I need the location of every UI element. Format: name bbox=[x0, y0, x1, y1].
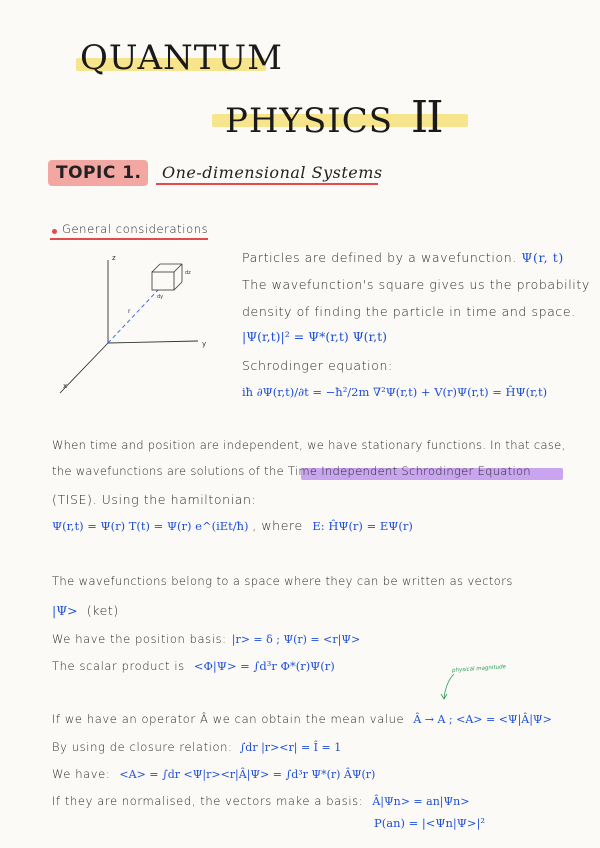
scalar-product-math: <Φ|Ψ> = ∫d³r Φ*(r)Ψ(r) bbox=[193, 659, 335, 673]
wavefunction-symbol: Ψ(r, t) bbox=[521, 250, 564, 265]
r-label: r bbox=[128, 308, 131, 315]
eigenvalue-math: Â|Ψn> = an|Ψn> bbox=[372, 795, 470, 808]
intro-line-1-text: Particles are defined by a wavefunction. bbox=[242, 250, 517, 265]
section-bullet bbox=[52, 229, 57, 234]
p1-line-2 bbox=[52, 464, 531, 478]
p8-line bbox=[52, 790, 469, 809]
annotation-note: physical magnitude bbox=[451, 664, 507, 674]
ket-symbol: |Ψ> bbox=[52, 603, 78, 618]
tise-term: Time Independent Schrodinger Equation bbox=[287, 464, 531, 478]
section-heading-underline bbox=[50, 238, 208, 240]
p4-line bbox=[52, 655, 335, 674]
position-vector-r bbox=[108, 290, 158, 343]
we-have-text: We have: bbox=[52, 767, 111, 781]
x-axis-label: x bbox=[63, 382, 68, 390]
expectation-math: <A> = ∫dr <Ψ|r><r|Â|Ψ> = ∫d³r Ψ*(r) ÂΨ(r) bbox=[119, 768, 376, 781]
intro-line-1 bbox=[242, 250, 564, 265]
scalar-product-text: The scalar product is bbox=[52, 659, 185, 673]
mean-value-math: Â → A ; <A> = <Ψ|Â|Ψ> bbox=[413, 713, 552, 726]
p2-line-2 bbox=[52, 600, 119, 619]
probability-density-equation: |Ψ(r,t)|² = Ψ*(r,t) Ψ(r,t) bbox=[242, 329, 388, 344]
operator-text: If we have an operator Â we can obtain the mean value bbox=[52, 712, 405, 726]
stationary-equation bbox=[52, 518, 413, 533]
p1-line-2-text: the wavefunctions are solutions of the bbox=[52, 464, 284, 478]
title-roman-numeral: II bbox=[410, 92, 442, 143]
p6-line bbox=[52, 736, 341, 755]
schrodinger-equation bbox=[242, 385, 547, 399]
x-axis bbox=[60, 343, 108, 393]
closure-math: ∫dr |r><r| = Î = 1 bbox=[239, 741, 342, 754]
topic-title-underline bbox=[156, 183, 378, 185]
title-line-1: QUANTUM bbox=[80, 38, 283, 78]
coordinate-diagram bbox=[48, 248, 218, 408]
section-heading: General considerations bbox=[62, 222, 209, 236]
topic-title: One-dimensional Systems bbox=[162, 163, 383, 182]
annotation-arrow bbox=[440, 672, 460, 702]
schrodinger-label: Schrodinger equation: bbox=[242, 358, 393, 373]
position-basis-math: |r> = δ ; Ψ(r) = <r|Ψ> bbox=[231, 633, 361, 646]
intro-line-2: The wavefunction's square gives us the probability bbox=[242, 277, 590, 292]
z-axis-label: z bbox=[112, 254, 116, 262]
volume-element-cube bbox=[152, 264, 182, 290]
basis-text: If they are normalised, the vectors make a basis: bbox=[52, 794, 364, 808]
p7-line bbox=[52, 763, 375, 782]
title-physics: PHYSICS bbox=[225, 101, 394, 141]
intro-line-3: density of finding the particle in time and space. bbox=[242, 304, 576, 319]
tise-equation: E: ĤΨ(r) = EΨ(r) bbox=[312, 519, 413, 533]
p3-line bbox=[52, 628, 360, 647]
ket-label: (ket) bbox=[86, 603, 119, 618]
p2-line-1: The wavefunctions belong to a space where they can be written as vectors bbox=[52, 574, 513, 588]
y-axis-label: y bbox=[202, 340, 207, 348]
y-axis bbox=[108, 341, 198, 343]
closure-text: By using de closure relation: bbox=[52, 740, 233, 754]
p5-line bbox=[52, 708, 552, 727]
schrodinger-rhs: = −ħ²/2m ∇²Ψ(r,t) + V(r)Ψ(r,t) = ĤΨ(r,t) bbox=[312, 385, 548, 399]
dy-label: dy bbox=[157, 294, 164, 300]
topic-label: TOPIC 1. bbox=[56, 163, 142, 183]
p1-line-1: When time and position are independent, we have stationary functions. In that case, bbox=[52, 438, 566, 452]
title-line-2 bbox=[225, 92, 442, 143]
where-text: , where bbox=[252, 518, 303, 533]
position-basis-text: We have the position basis: bbox=[52, 632, 227, 646]
p1-line-3: (TISE). Using the hamiltonian: bbox=[52, 492, 257, 507]
separation-equation: Ψ(r,t) = Ψ(r) T(t) = Ψ(r) e^(iEt/ħ) bbox=[52, 519, 249, 533]
dz-label: dz bbox=[185, 270, 191, 276]
schrodinger-lhs: iħ ∂Ψ(r,t)/∂t bbox=[242, 385, 309, 399]
probability-math: P(an) = |<Ψn|Ψ>|² bbox=[374, 816, 486, 830]
